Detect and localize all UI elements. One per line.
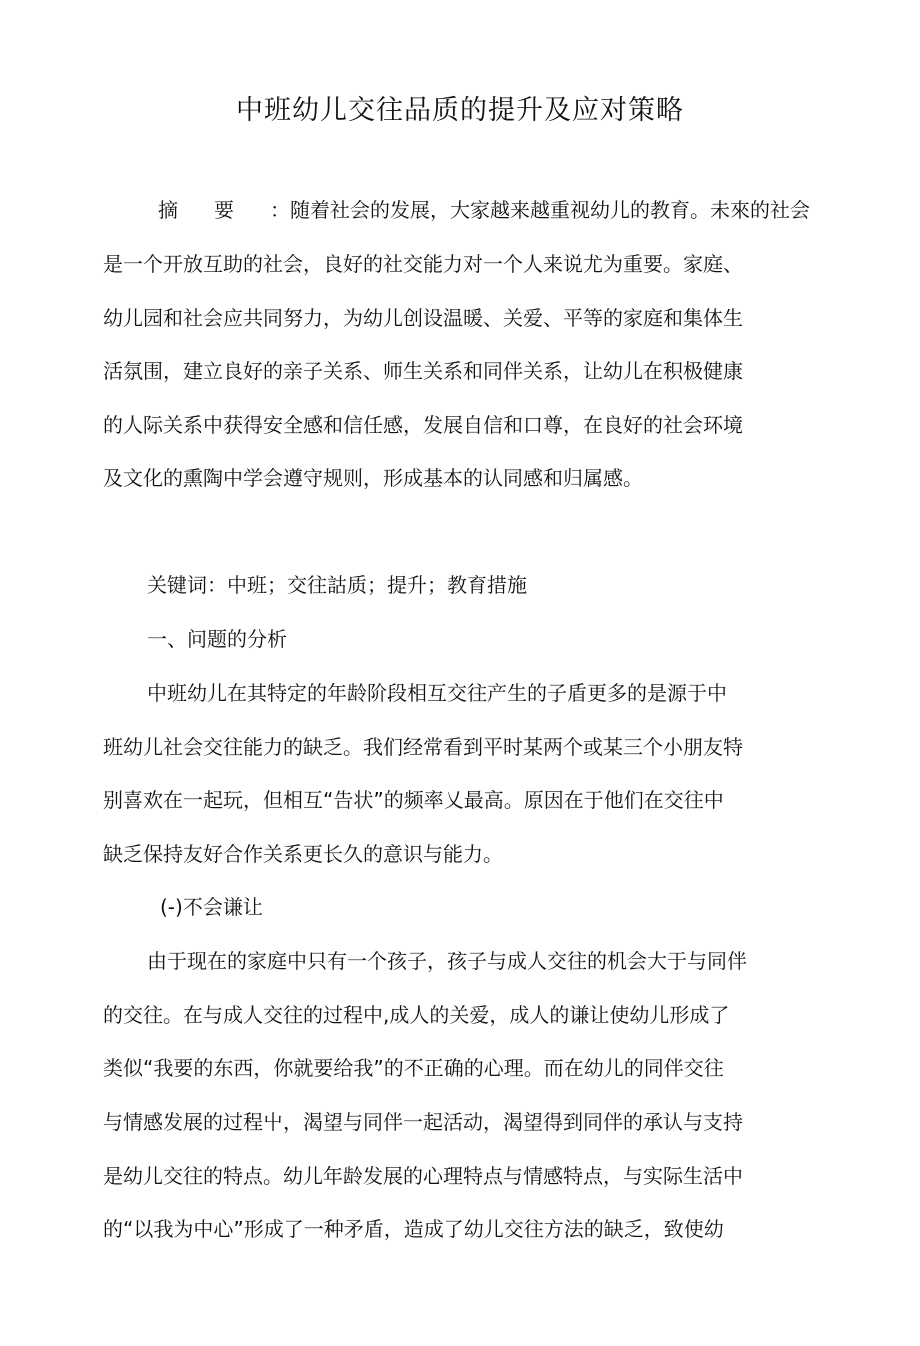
- abstract-line: [158, 200, 810, 220]
- paragraph-line: 班幼儿社会交往能力的缺乏。我们经常看到平时某两个或某三个小朋友特: [103, 735, 743, 759]
- paragraph-line: 的“以我为中心”形成了一种矛盾，造成了幼儿交往方法的缺乏，致使幼: [103, 1217, 724, 1241]
- paragraph-line: 缺乏保持友好合作关系更长久的意识与能力。: [103, 842, 503, 866]
- abstract-label: 摘要: [158, 198, 270, 222]
- paragraph-line: 由于现在的家庭中只有一个孩子，孩子与成人交往的机会大于与同伴: [147, 949, 747, 973]
- paragraph-line: 中班幼儿在其特定的年龄阶段相互交往产生的子盾更多的是源于中: [147, 681, 727, 705]
- subsection-heading: (-)不会谦让: [160, 895, 263, 919]
- paragraph-line: 类似“我要的东西，你就要给我”的不正确的心理。而在幼儿的同伴交往: [103, 1056, 724, 1080]
- paragraph-line: 是幼儿交往的特点。幼儿年龄发展的心理特点与情感特点，与实际生活中: [103, 1164, 743, 1188]
- keywords: 关键词：中班；交往詁质；提升；教育措施: [147, 573, 527, 597]
- paragraph-line: 与情感发展的过程屮，渴望与同伴一起活动，渴望得到同伴的承认与支持: [103, 1110, 743, 1134]
- document-title: 中班幼儿交往品质的提升及应对策略: [236, 95, 684, 126]
- abstract-line: 幼儿园和社会应共同努力，为幼儿创设温暖、关爱、平等的家庭和集体生: [103, 306, 743, 330]
- paragraph-line: 的交往。在与成人交往的过程中,成人的关爱，成人的谦让使幼儿形成了: [103, 1003, 730, 1027]
- section-heading: 一、问题的分析: [147, 627, 287, 651]
- abstract-first-line-text: ：随着社会的发展，大家越来越重视幼儿的教育。未來的社会: [270, 198, 810, 222]
- abstract-line: 及文化的熏陶中学会遵守规则，形成基本的认同感和归属感。: [103, 466, 643, 490]
- abstract-line: 是一个开放互助的社会，良好的社交能力对一个人来说尤为重要。家庭、: [103, 252, 743, 276]
- paragraph-line: 别喜欢在一起玩，但相互“告状”的频率乂最高。原因在于他们在交往中: [103, 788, 724, 812]
- abstract-line: 的人际关系中获得安全感和信任感，发展自信和口尊，在良好的社会环境: [103, 413, 743, 437]
- abstract-line: 活氛围，建立良好的亲子关系、师生关系和同伴关系，让幼儿在积极健康: [103, 359, 743, 383]
